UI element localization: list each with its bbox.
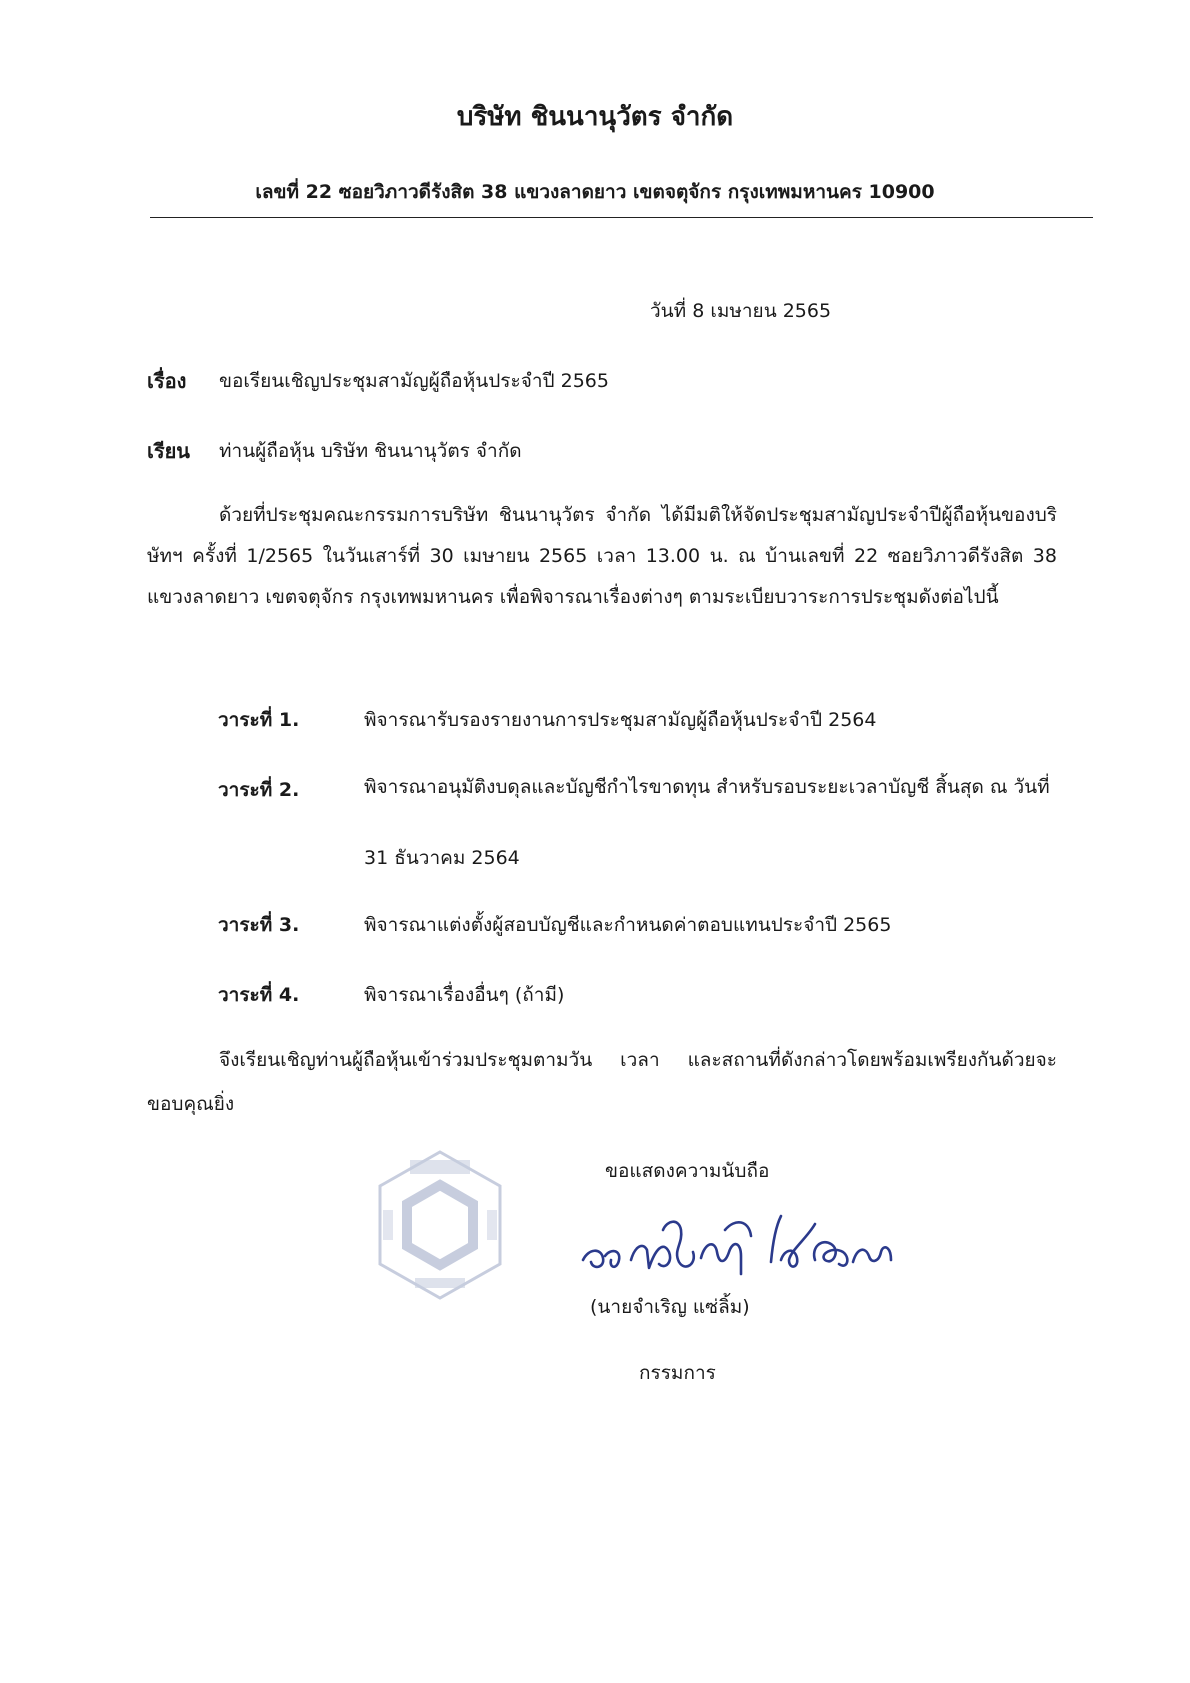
agenda-item-text: พิจารณาอนุมัติงบดุลและบัญชีกำไรขาดทุน สำหรับรอบระยะเวลาบัญชี สิ้นสุด ณ วันที่ 31 ธันวาคม 2564: [364, 776, 1050, 869]
recipient-label: เรียน: [147, 439, 190, 463]
agenda-item-label: วาระที่ 3.: [218, 914, 300, 936]
subject-text: ขอเรียนเชิญประชุมสามัญผู้ถือหุ้นประจำปี 2565: [219, 370, 609, 392]
body-paragraph: ด้วยที่ประชุมคณะกรรมการบริษัท ชินนานุวัตร จำกัด ได้มีมติให้จัดประชุมสามัญประจำปีผู้ถือหุ้นของบริษัทฯ ครั้งที่ 1/2565 ในวันเสาร์ที่ 30 เมษายน 2565 เวลา 13.00 น. ณ บ้านเลขที่ 22 ซอยวิภาวดีรังสิต 38 แขวงลาดยาว เขตจตุจักร กรุงเทพมหานคร เพื่อพิจารณาเรื่องต่างๆ ตามระเบียบวาระการประชุมดังต่อไปนี้: [147, 504, 1057, 608]
company-name: บริษัท ชินนานุวัตร จำกัด: [456, 102, 734, 132]
letterhead-divider: [150, 217, 1093, 218]
signer-title: กรรมการ: [639, 1362, 716, 1384]
subject-label: เรื่อง: [147, 369, 187, 393]
recipient-text: ท่านผู้ถือหุ้น บริษัท ชินนานุวัตร จำกัด: [219, 440, 522, 462]
letter-date: วันที่ 8 เมษายน 2565: [650, 300, 832, 322]
regards-text: ขอแสดงความนับถือ: [605, 1160, 770, 1182]
signer-name: (นายจำเริญ แซ่ลิ้ม): [590, 1296, 750, 1318]
agenda-item-label: วาระที่ 2.: [218, 779, 300, 801]
agenda-item-text: พิจารณารับรองรายงานการประชุมสามัญผู้ถือหุ้นประจำปี 2564: [364, 709, 877, 731]
company-seal-icon: [365, 1140, 515, 1310]
agenda-item-text: พิจารณาแต่งตั้งผู้สอบบัญชีและกำหนดค่าตอบแทนประจำปี 2565: [364, 914, 892, 936]
agenda-item-label: วาระที่ 1.: [218, 709, 300, 731]
company-address: เลขที่ 22 ซอยวิภาวดีรังสิต 38 แขวงลาดยาว เขตจตุจักร กรุงเทพมหานคร 10900: [255, 181, 935, 203]
closing-paragraph: จึงเรียนเชิญท่านผู้ถือหุ้นเข้าร่วมประชุมตามวัน เวลา และสถานที่ดังกล่าวโดยพร้อมเพรียงกันด้วยจะขอบคุณยิ่ง: [147, 1049, 1057, 1115]
agenda-item-text: พิจารณาเรื่องอื่นๆ (ถ้ามี): [364, 984, 565, 1006]
agenda-item-label: วาระที่ 4.: [218, 984, 300, 1006]
handwritten-signature: [575, 1190, 925, 1290]
